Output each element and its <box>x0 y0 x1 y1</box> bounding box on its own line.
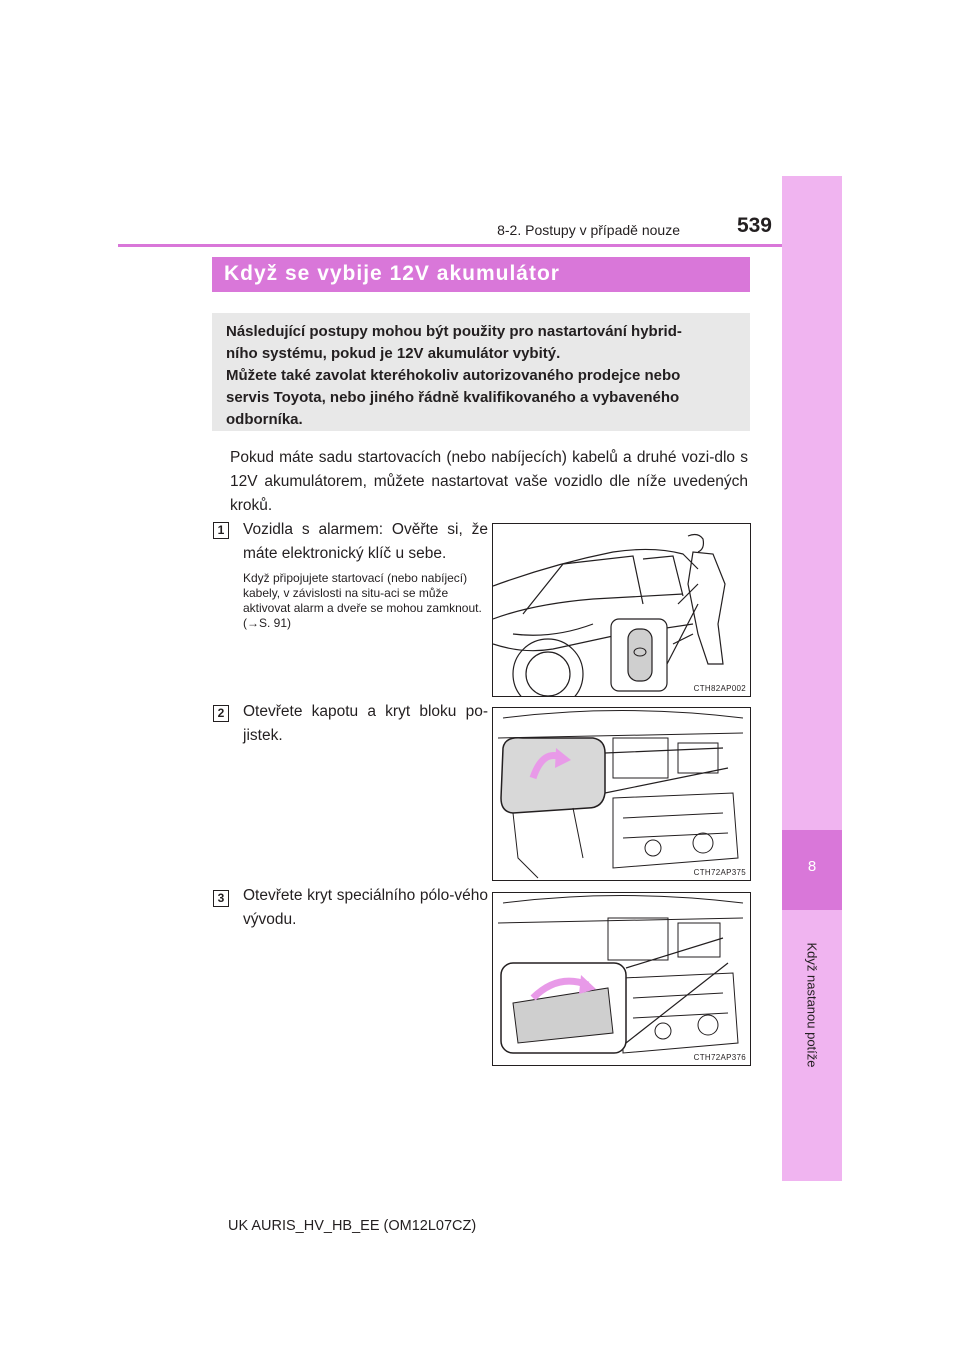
intro-line-4: servis Toyota, nebo jiného řádně kvalifikovaného a vybaveného <box>226 389 680 406</box>
intro-line-5: odborníka. <box>226 411 303 428</box>
image-code-2: CTH72AP375 <box>693 868 746 877</box>
chapter-number: 8 <box>807 858 817 875</box>
illustration-terminal-cover <box>492 892 751 1066</box>
intro-box <box>212 313 750 431</box>
intro-line-1: Následující postupy mohou být použity pro nastartování hybrid- <box>226 323 682 340</box>
chapter-label: Když nastanou potíže <box>804 942 820 1068</box>
step-3-badge: 3 <box>213 890 229 907</box>
header-rule <box>118 244 782 247</box>
footer-model-code: UK AURIS_HV_HB_EE (OM12L07CZ) <box>228 1218 477 1234</box>
illustration-car-door-key <box>492 523 751 697</box>
step-3-text: Otevřete kryt speciálního pólo-vého vývodu. <box>243 887 488 928</box>
section-title-bar <box>212 257 750 292</box>
image-code-1: CTH82AP002 <box>693 684 746 693</box>
intro-line-2: ního systému, pokud je 12V akumulátor vybitý. <box>226 345 561 362</box>
body-paragraph: Pokud máte sadu startovacích (nebo nabíjecích) kabelů a druhé vozi-dlo s 12V akumulátorem, můžete nastartovat vaše vozidlo dle níže uvedených kroků. <box>230 449 748 514</box>
section-title: Když se vybije 12V akumulátor <box>224 262 560 285</box>
illustration-fuse-box-cover <box>492 707 751 881</box>
image-code-3: CTH72AP376 <box>693 1053 746 1062</box>
chapter-number-block <box>782 830 842 910</box>
section-reference: 8-2. Postupy v případě nouze <box>497 222 680 238</box>
step-1-badge: 1 <box>213 522 229 539</box>
step-2-text: Otevřete kapotu a kryt bloku po-jistek. <box>243 703 488 744</box>
page-number: 539 <box>736 214 772 237</box>
step-1-text: Vozidla s alarmem: Ověřte si, že máte elektronický klíč u sebe. <box>243 521 488 562</box>
step-1-note: Když připojujete startovací (nebo nabíjecí) kabely, v závislosti na situ-aci se může aktivovat alarm a dveře se mohou zamknout. (→S. 91) <box>243 571 482 630</box>
step-2-badge: 2 <box>213 705 229 722</box>
intro-line-3: Můžete také zavolat kteréhokoliv autorizovaného prodejce nebo <box>226 367 681 384</box>
